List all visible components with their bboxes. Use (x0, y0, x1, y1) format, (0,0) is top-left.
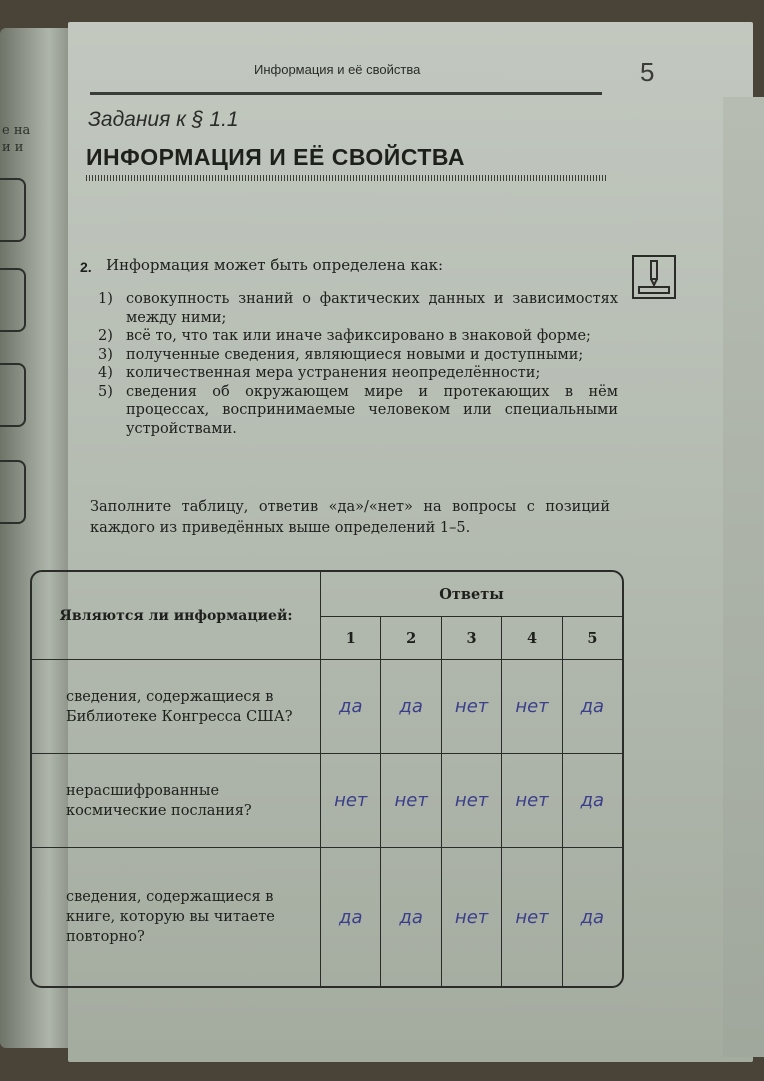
table-row (32, 754, 622, 848)
keyboard-pen-icon (632, 255, 676, 299)
answers-header: Ответы (321, 572, 622, 617)
left-page-box (0, 460, 26, 524)
answer-cell[interactable]: нет (502, 848, 562, 986)
definition-number: 5) (98, 383, 113, 400)
answer-cell[interactable]: да (563, 754, 622, 848)
answer-cell[interactable]: нет (381, 754, 441, 848)
answer-column-number: 1 (321, 617, 381, 660)
definition-text: сведения об окружающем мире и протекающих в нём процессах, воспринимаемые человеком или специальными устройствами. (126, 383, 618, 437)
page-number: 5 (640, 57, 655, 87)
question-cell: сведения, содержащиеся в книге, которую вы читаете повторно? (32, 848, 321, 986)
definition-item (98, 364, 618, 383)
definition-item (98, 383, 618, 439)
left-page-box (0, 178, 26, 242)
task-instruction: Заполните таблицу, ответив «да»/«нет» на вопросы с позиций каждого из приведённых выше определений 1–5. (90, 499, 610, 536)
task-intro: Информация может быть определена как: (106, 256, 444, 274)
answers-table (30, 570, 624, 988)
answer-cell[interactable]: да (321, 660, 381, 754)
answer-cell[interactable]: нет (442, 660, 502, 754)
table-row (32, 848, 622, 986)
question-cell: нерасшифрованные космические послания? (32, 754, 321, 848)
definition-list (98, 290, 618, 438)
answer-cell[interactable]: нет (442, 754, 502, 848)
title-hatch-rule (86, 175, 606, 181)
section-title: ИНФОРМАЦИЯ И ЕЁ СВОЙСТВА (86, 144, 465, 170)
answer-cell[interactable]: да (381, 848, 441, 986)
definition-item (98, 346, 618, 365)
question-cell: сведения, содержащиеся в Библиотеке Конгресса США? (32, 660, 321, 754)
running-head: Информация и её свойства (254, 62, 421, 77)
left-page-fragment: е на и и (2, 123, 31, 155)
definition-number: 3) (98, 346, 113, 363)
definition-text: всё то, что так или иначе зафиксировано в знаковой форме; (126, 328, 591, 344)
answer-cell[interactable]: нет (502, 660, 562, 754)
task-number: 2. (80, 259, 92, 275)
definition-text: количественная мера устранения неопределённости; (126, 365, 541, 381)
answer-cell[interactable]: нет (502, 754, 562, 848)
answer-column-number: 4 (502, 617, 562, 660)
answer-cell[interactable]: да (321, 848, 381, 986)
left-page-box (0, 363, 26, 427)
answer-cell[interactable]: нет (442, 848, 502, 986)
left-page-box (0, 268, 26, 332)
margin-strip (723, 97, 764, 1057)
definition-number: 1) (98, 291, 113, 307)
header-rule (90, 92, 602, 95)
answer-cell[interactable]: да (580, 906, 605, 928)
definition-item (98, 290, 618, 327)
definition-number: 2) (98, 328, 113, 344)
section-subtitle: Задания к § 1.1 (88, 108, 239, 131)
question-column-header: Являются ли информацией: (32, 572, 321, 660)
table-row (32, 660, 622, 754)
answer-cell[interactable]: нет (321, 754, 381, 848)
definition-text: совокупность знаний о фактических данных и зависимостях между ними; (126, 291, 618, 326)
definition-text: полученные сведения, являющиеся новыми и доступными; (126, 346, 584, 363)
answer-column-number: 2 (381, 617, 441, 660)
definition-number: 4) (98, 365, 113, 381)
answer-cell[interactable]: да (563, 660, 622, 754)
answer-column-number: 5 (563, 617, 622, 660)
definition-item (98, 327, 618, 346)
answer-column-number: 3 (442, 617, 502, 660)
answer-cell[interactable]: да (381, 660, 441, 754)
